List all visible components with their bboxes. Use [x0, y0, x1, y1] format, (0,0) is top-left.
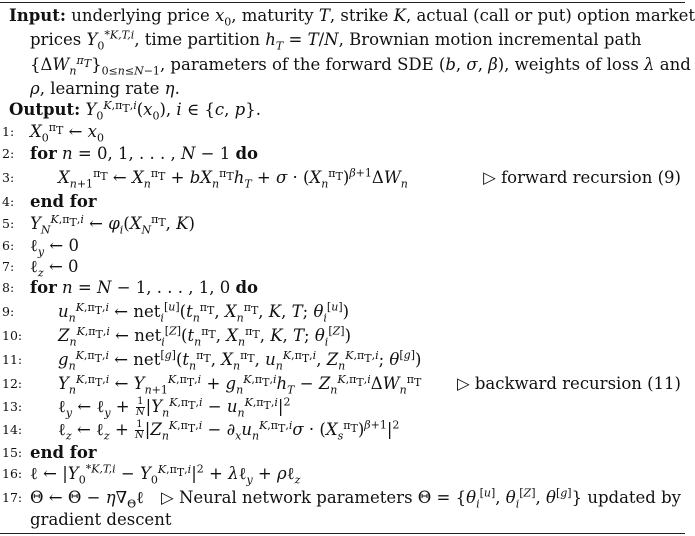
comment-backward-recursion: ▷ backward recursion (11)	[456, 374, 681, 393]
keyword-end-for: end for	[30, 443, 97, 462]
step-17-continuation	[0, 509, 685, 531]
step-number: 5:	[2, 216, 15, 231]
comment-continuation: gradient descent	[30, 510, 172, 529]
step-9: 9: $u_n^{K,\pi_T,i}$ ← $net_i[u](t_n^{\pi_T}$, $X_n^{\pi_T}$, K, T; $\theta_i[u]$)	[2, 300, 350, 325]
step-number: 13:	[2, 399, 23, 414]
step-number: 3:	[2, 170, 15, 185]
input-line-4: ρ, learning rate η.	[30, 79, 180, 98]
comment-forward-recursion: ▷ forward recursion (9)	[483, 168, 681, 187]
step-10: 10: $Z_n^{K,\pi_T,i}$ ← $net_i[Z](t_n^{\pi_T}$, $X_n^{\pi_T}$, K, T; $\theta_i[Z]$)	[2, 324, 351, 349]
input-line-1: Input: underlying price $x_0$, maturity T, strike K, actual (call or put) option market	[9, 6, 695, 29]
step-number: 11:	[2, 352, 23, 367]
step-8: 8: for n = N − 1, . . . , 1, 0 do	[2, 278, 258, 297]
step-number: 17:	[2, 490, 23, 505]
step-number: 6:	[2, 238, 15, 253]
keyword-do: do	[235, 278, 258, 297]
step-14: 14: ℓ$_z$ ← ℓ$_z$ + $\frac{1}{N}$ $|Z_n^{K,\pi_T,i} - \partial_xu_n^{K,\pi_T,i}\sigma \cdot (X_s^{\pi_T})^{\beta+1}|^2$	[2, 418, 400, 443]
step-number: 14:	[2, 422, 23, 437]
step-number: 2:	[2, 146, 15, 161]
input-label: Input:	[9, 6, 66, 25]
input-line-3: $\{\Delta W_n^{\pi_T}\}_{0\le n\le N-1}$, parameters of the forward SDE (b, σ, β), weights of loss λ and	[30, 53, 691, 78]
step-12: 12: $Y_n^{K,\pi_T,i}$ ← $Y_{n+1}^{K,\pi_T,i} + g_n^{K,\pi_T,i}h_T - Z_n^{K,\pi_T,i}\Delta W_n^{\pi_T}$ ▷ backward recursion (11)	[2, 372, 681, 397]
input-line-2: prices $Y_0^{*K,T,i}$, time partition $h_T = T/N$, Brownian motion incremental path	[30, 28, 642, 53]
step-5: 5: $Y_N^{K,\pi_T,i}$ ← $\varphi_i(X_N^{\pi_T}$, K)	[2, 212, 195, 237]
output-line: Output: $Y_0^{K,\pi_T,i}(x_0)$, i ∈ {c, p}.	[9, 98, 261, 123]
step-3: 3: $X_{n+1}^{\pi_T}$ ← $X_n^{\pi_T} + bX_n^{\pi_T}h_T + \sigma \cdot (X_n^{\pi_T})^{\beta+1}\Delta W_n$ ▷ forward recursion (9)	[2, 166, 681, 191]
step-7: 7: ℓ$_z$ ← 0	[2, 257, 79, 280]
keyword-do: do	[235, 144, 258, 163]
step-2: 2: for n = 0, 1, . . . , N − 1 do	[2, 144, 258, 163]
keyword-end-for: end for	[30, 192, 97, 211]
step-number: 9:	[2, 304, 15, 319]
step-number: 7:	[2, 259, 15, 274]
step-number: 15:	[2, 445, 23, 460]
step-number: 8:	[2, 280, 15, 295]
step-6: 6: ℓ$_y$ ← 0	[2, 236, 79, 259]
top-rule	[0, 2, 685, 3]
step-15	[0, 442, 685, 464]
step-11: 11: $g_n^{K,\pi_T,i}$ ← $net[g](t_n^{\pi_T}$, $X_n^{\pi_T}$, $u_n^{K,\pi_T,i}$, $Z_n^{K,\pi_T,i}$; θ[g])	[2, 348, 422, 373]
step-number: 10:	[2, 328, 23, 343]
output-label: Output:	[9, 100, 81, 119]
keyword-for: for	[30, 278, 57, 297]
step-4	[0, 191, 685, 213]
step-17: 17: Θ ← $\Theta - \eta\nabla_\Theta\ell$ ▷ Neural network parameters $\Theta = \{\theta_i[u]$, $\theta_i[Z]$, θ[g]} updated by	[2, 486, 681, 511]
step-number: 1:	[2, 124, 15, 139]
comment-nn-parameters: ▷ Neural network parameters $\Theta = \{\theta_i[u]$, $\theta_i[Z]$, θ[g]} updated by	[161, 486, 681, 511]
keyword-for: for	[30, 144, 57, 163]
step-1: 1: $X_0^{\pi_T}$ ← $x_0$	[2, 120, 104, 145]
step-13: 13: ℓ$_y$ ← ℓ$_y$ + $\frac{1}{N}$ $|Y_n^{K,\pi_T,i} - u_n^{K,\pi_T,i}|^2$	[2, 395, 291, 420]
step-16: 16: ℓ ← $|Y_0^{*K,T,i} - Y_0^{K,\pi_T,i}|^2$ + λℓ$_y$ + ρℓ$_z$	[2, 462, 301, 487]
step-number: 16:	[2, 466, 23, 481]
step-number: 4:	[2, 194, 15, 209]
bottom-rule	[0, 533, 685, 534]
step-number: 12:	[2, 376, 23, 391]
